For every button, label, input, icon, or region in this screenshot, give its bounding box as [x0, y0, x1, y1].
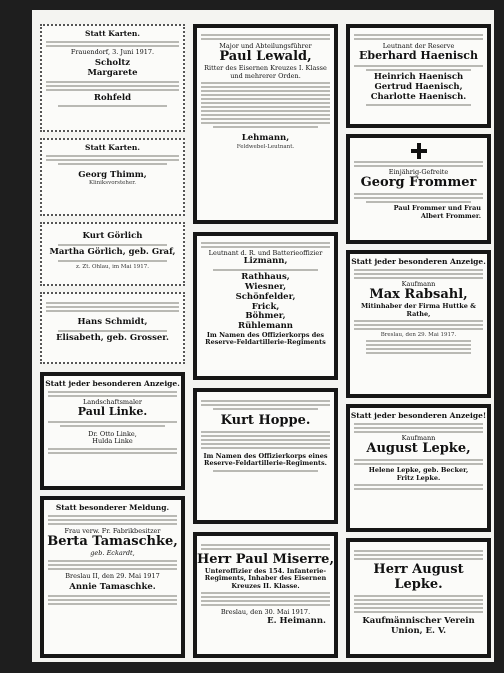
person-name: Schönfelder, [235, 291, 296, 302]
notice-heading: Statt jeder besonderen Anzeige. [45, 379, 180, 388]
newspaper-sheet [32, 10, 494, 662]
person-role: Leutnant der Reserve [382, 42, 455, 50]
place-date: Breslau, den 30. Mai 1917. [220, 608, 311, 617]
person-name: Berta Tamaschke, [47, 534, 178, 550]
notice-schmidt [40, 292, 185, 364]
person-role: Leutnant d. R. und Batterieoffizier [208, 249, 323, 257]
place-date: Breslau II, den 29. Mai 1917 [65, 571, 160, 580]
person-name: Kurt Görlich [82, 231, 143, 241]
person-name: Paul Lewald, [219, 49, 312, 65]
signature: E. Heimann. [267, 615, 326, 626]
signature: Charlotte Haenisch. [370, 91, 467, 102]
notice-heading: Statt besonderer Meldung. [55, 503, 170, 512]
notice-statt-karten-thimm [40, 138, 185, 216]
birth-name: geb. Eckardt, [90, 549, 135, 558]
person-role: Frau verw. Fr. Fabrikbesitzer [64, 526, 161, 535]
person-name: Margarete [87, 67, 138, 78]
signature: Albert Frommer. [420, 211, 481, 220]
notice-kurt-hoppe [193, 388, 338, 524]
person-role: Kaufmann [401, 433, 436, 442]
person-role: Landschaftsmaler [82, 397, 142, 406]
person-name: Hans Schmidt, [77, 317, 148, 327]
person-name: Böhmer, [245, 311, 286, 322]
person-description: Unteroffizier des 154. Infanterie-Regiments, Inhaber des Eisernen Kreuzes II. Klasse. [204, 566, 327, 590]
signature: Paul Frommer und Frau [393, 204, 481, 213]
place-name: Rohfeld [93, 92, 132, 103]
person-name: Frick, [251, 301, 280, 312]
notice-heading: Statt jeder besonderen Anzeige! [350, 411, 487, 420]
person-name: Eberhard Haenisch [359, 49, 478, 63]
person-name: Elisabeth, geb. Grosser. [56, 332, 169, 343]
notice-paul-miserre [193, 532, 338, 658]
notice-heading: Statt Karten. [85, 29, 140, 38]
person-name: Rathhaus, [241, 272, 290, 283]
iron-cross-icon [411, 143, 427, 159]
notice-august-lepke-family [346, 404, 491, 532]
person-name: Herr August Lepke. [373, 562, 464, 592]
person-name: Georg Frommer [360, 175, 477, 191]
person-name: Paul Linke. [77, 405, 148, 419]
person-role: Kaufmann [401, 279, 436, 288]
signature: Heinrich Haenisch [373, 72, 464, 83]
person-name: Georg Thimm, [78, 169, 147, 180]
notice-heading: Statt jeder besonderen Anzeige. [351, 257, 486, 266]
person-name: Wiesner, [244, 282, 287, 292]
person-description: Mitinhaber der Firma Huttke & Rathe, [360, 302, 477, 318]
notice-lizmann-officers [193, 232, 338, 380]
notice-eberhard-haenisch [346, 24, 491, 128]
signature: Kaufmännischer Verein Union, E. V. [362, 615, 475, 636]
notice-goerlich [40, 222, 185, 286]
signature: Annie Tamaschke. [69, 581, 156, 592]
notice-heading: Statt Karten. [85, 143, 140, 152]
notice-august-lepke-union [346, 538, 491, 658]
person-name: Kurt Hoppe. [220, 413, 311, 428]
signature: Gertrud Haenisch, [374, 81, 463, 92]
closing-line: Im Namen des Offizierkorps eines Reserve-Feldartillerie-Regiments. [203, 451, 328, 468]
notice-berta-tamaschke [40, 496, 185, 658]
signature: Hulda Linke [92, 437, 133, 446]
place-date: Frauendorf, 3. Juni 1917. [70, 47, 155, 56]
place-date: Breslau, den 29. Mai 1917. [380, 331, 457, 338]
person-name: Martha Görlich, geb. Graf, [49, 246, 176, 257]
person-name: August Lepke, [366, 441, 471, 457]
notice-paul-lewald [193, 24, 338, 224]
notice-max-rabsahl [346, 250, 491, 398]
place-date: z. Zt. Ohlau, im Mai 1917. [76, 263, 149, 270]
notice-statt-karten-scholtz [40, 24, 185, 132]
person-description: Ritter des Eisernen Kreuzes I. Klasse und mehrerer Orden. [204, 64, 327, 80]
signature: Helene Lepke, geb. Becker, [368, 466, 469, 475]
person-name: Rühlemann [238, 321, 293, 332]
person-role: Einjährig-Gefreite [388, 168, 449, 176]
signature: Dr. Otto Linke, [88, 429, 137, 438]
signature: Fritz Lepke. [396, 473, 441, 482]
person-name: Herr Paul Miserre, [197, 552, 334, 567]
person-name: Max Rabsahl, [369, 287, 468, 303]
signature: Lehmann, [241, 133, 290, 144]
person-title: Kliniksvorsteher. [89, 180, 136, 187]
notice-paul-linke [40, 372, 185, 490]
notice-georg-frommer [346, 134, 491, 244]
person-name: Scholtz [94, 58, 131, 69]
person-name: Lizmann, [243, 256, 288, 267]
closing-line: Im Namen des Offizierkorps des Reserve-Feldartillerie-Regiments [205, 330, 326, 347]
person-role: Major und Abteilungsführer [219, 42, 312, 50]
signature-title: Feldwebel-Leutnant. [236, 144, 295, 151]
